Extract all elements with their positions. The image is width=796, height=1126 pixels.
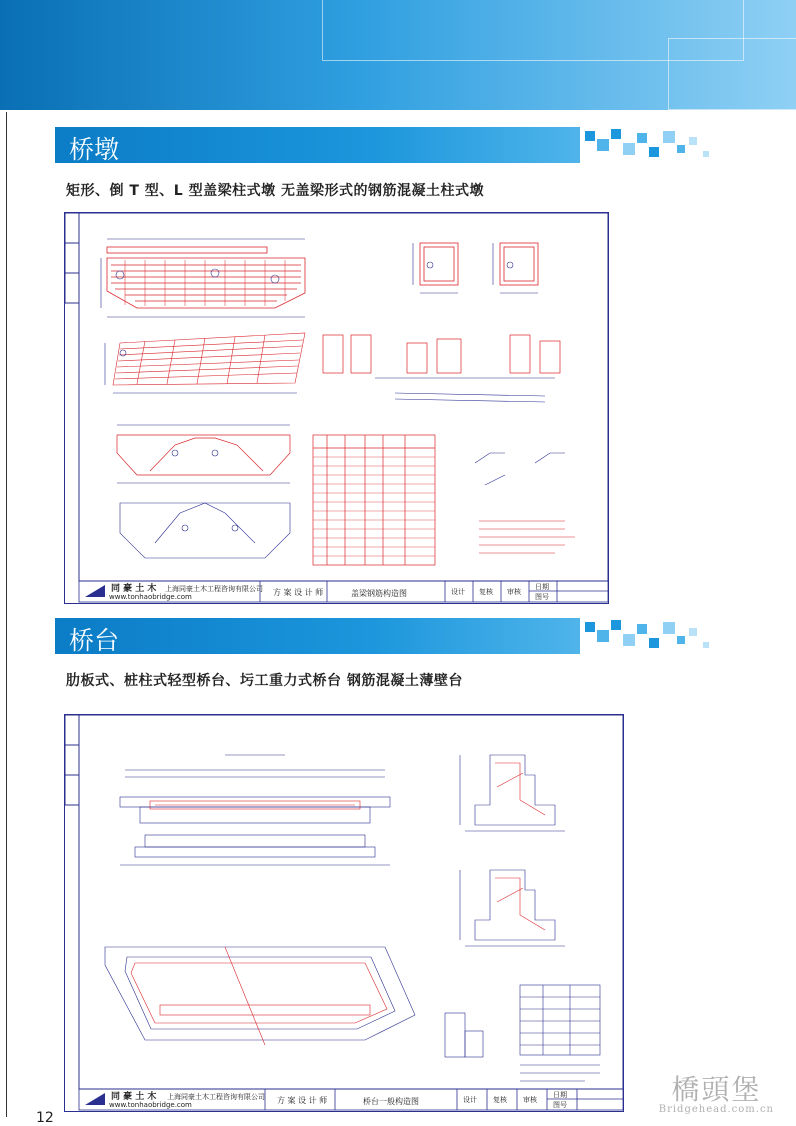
drawing-sheet-abutment bbox=[64, 714, 624, 1112]
page-header-band bbox=[0, 0, 796, 110]
section-bar-pier bbox=[55, 127, 580, 163]
pier-signoff-review: 审核 bbox=[507, 588, 521, 596]
watermark-url: Bridgehead.com.cn bbox=[658, 1104, 774, 1115]
pier-signoff-check: 复核 bbox=[479, 588, 493, 596]
abutment-company-brand: 同 豪 土 木 bbox=[111, 1092, 157, 1102]
section-title-pier: 桥墩 bbox=[69, 135, 120, 164]
abutment-website: www.tonhaobridge.com bbox=[109, 1101, 192, 1109]
section-subtitle-pier: 矩形、倒 T 型、L 型盖梁柱式墩 无盖梁形式的钢筋混凝土柱式墩 bbox=[66, 183, 484, 199]
pier-drawing-svg bbox=[65, 213, 608, 603]
pier-drawing-title: 盖梁钢筋构造图 bbox=[351, 589, 407, 598]
abutment-drawing-svg bbox=[65, 715, 623, 1111]
watermark-logo-text: 橋頭堡 bbox=[671, 1073, 762, 1106]
pier-signoff-design: 设计 bbox=[451, 588, 465, 596]
abutment-signoff-design: 设计 bbox=[463, 1096, 477, 1104]
page-margin-rule bbox=[6, 112, 7, 1117]
section-subtitle-abutment: 肋板式、桩柱式轻型桥台、圬工重力式桥台 钢筋混凝土薄壁台 bbox=[66, 673, 463, 689]
pier-software: 方 案 设 计 师 bbox=[273, 588, 324, 597]
pier-sheet-label: 图号 bbox=[535, 593, 549, 601]
pier-company-name: 上海同豪土木工程咨询有限公司 bbox=[165, 585, 263, 593]
abutment-signoff-check: 复核 bbox=[493, 1096, 507, 1104]
pier-company-brand: 同 豪 土 木 bbox=[111, 584, 157, 594]
page-number: 12 bbox=[36, 1110, 54, 1126]
pier-website: www.tonhaobridge.com bbox=[109, 593, 192, 601]
abutment-signoff-review: 审核 bbox=[523, 1096, 537, 1104]
section-title-abutment: 桥台 bbox=[69, 626, 120, 655]
pixel-decoration-icon bbox=[585, 127, 715, 163]
drawing-sheet-pier bbox=[64, 212, 609, 604]
abutment-software: 方 案 设 计 师 bbox=[277, 1096, 328, 1105]
abutment-drawing-title: 桥台一般构造图 bbox=[363, 1097, 419, 1106]
watermark bbox=[659, 1068, 774, 1115]
section-bar-abutment bbox=[55, 618, 580, 654]
abutment-company-name: 上海同豪土木工程咨询有限公司 bbox=[167, 1093, 265, 1101]
abutment-signoff-date: 日期 bbox=[553, 1091, 567, 1099]
abutment-sheet-label: 图号 bbox=[553, 1101, 567, 1109]
pixel-decoration-icon bbox=[585, 618, 715, 654]
pier-signoff-date: 日期 bbox=[535, 583, 549, 591]
